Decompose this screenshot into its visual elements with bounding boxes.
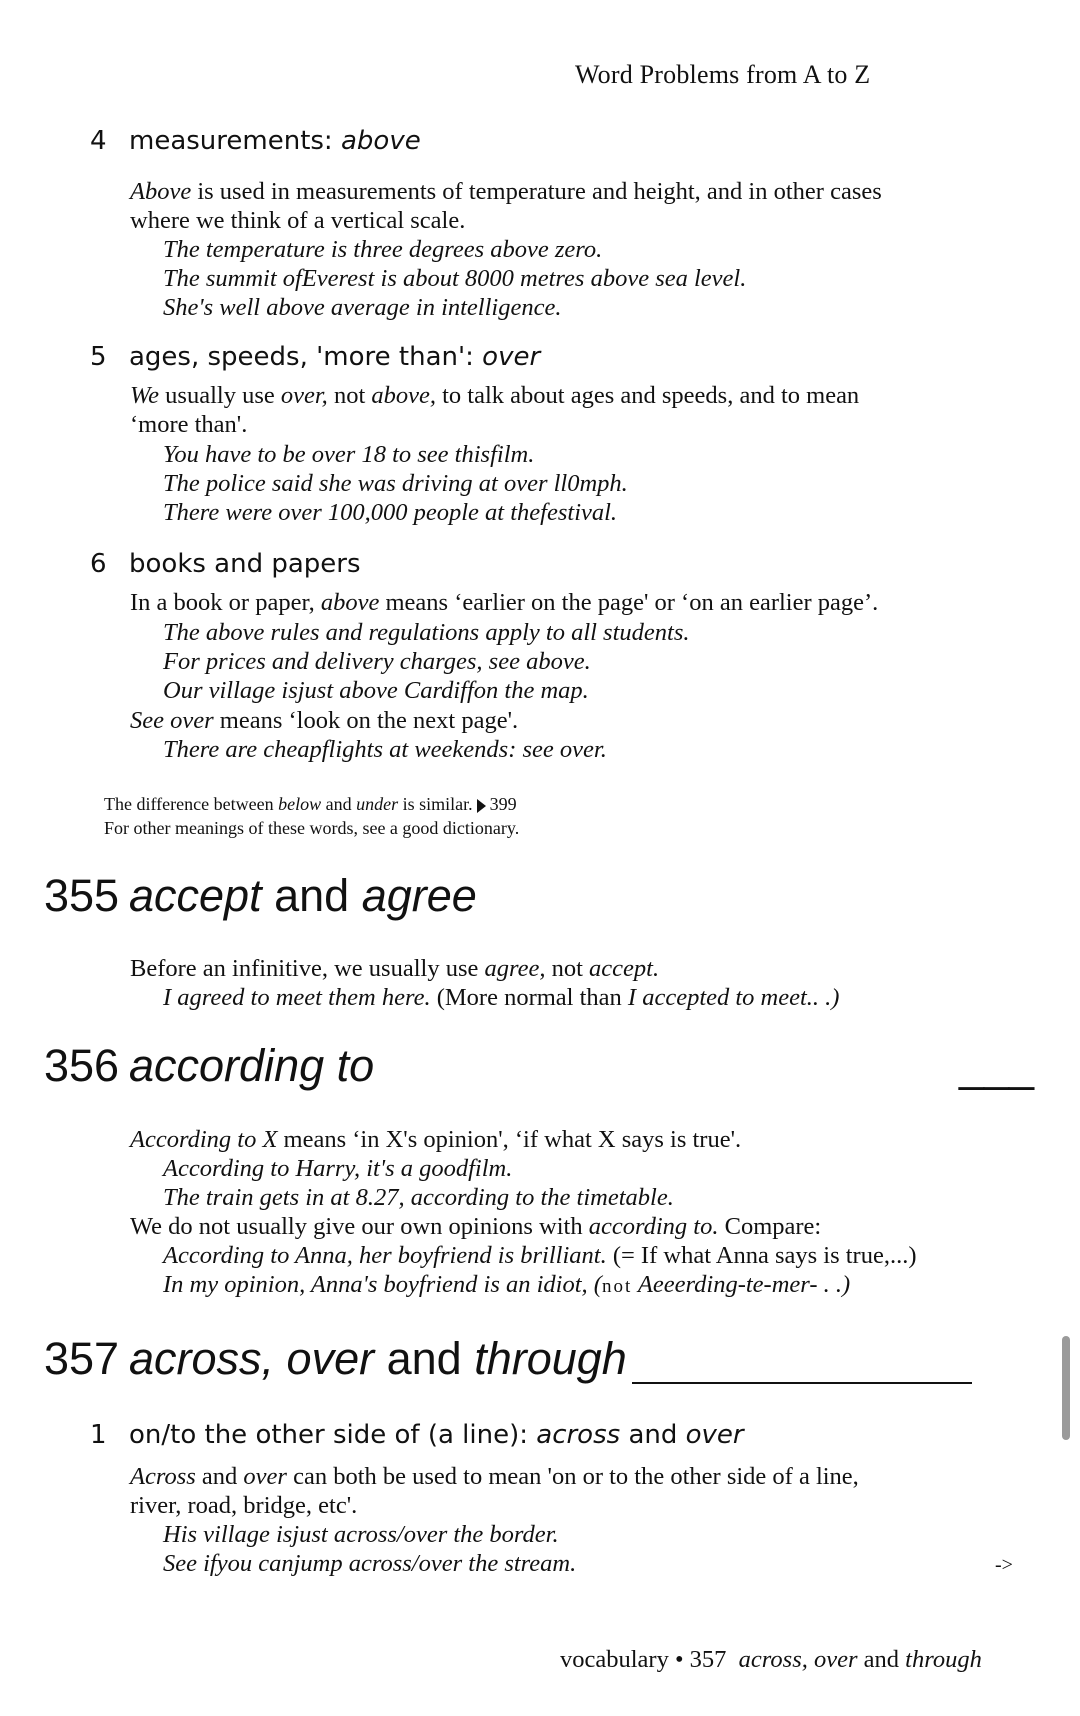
example-sentence xyxy=(163,983,839,1012)
running-head: Word Problems from A to Z xyxy=(575,60,871,89)
text: usually use xyxy=(159,382,281,409)
term: below xyxy=(278,794,322,814)
example-sentence: She's well above average in intelligence. xyxy=(163,294,562,321)
example-sentence: There are cheapflights at weekends: see over. xyxy=(163,736,607,763)
term: over xyxy=(243,1463,287,1490)
text: and xyxy=(321,794,357,814)
text: We do not usually give our own opinions with xyxy=(130,1213,589,1240)
example-sentence: You have to be over 18 to see thisfilm. xyxy=(163,441,535,468)
body-text xyxy=(130,706,518,735)
body-text xyxy=(130,1462,859,1491)
subsection-title-italic: over xyxy=(685,1420,744,1450)
text: means ‘look on the next page'. xyxy=(213,707,519,734)
body-text: where we think of a vertical scale. xyxy=(130,207,466,234)
footer-title: and xyxy=(857,1646,906,1673)
example-sentence xyxy=(163,1270,850,1301)
footer-section: vocabulary xyxy=(560,1646,669,1673)
term: Above xyxy=(130,178,192,205)
text: (More normal than xyxy=(430,984,628,1011)
continued-arrow: -> xyxy=(995,1554,1013,1576)
triangle-right-icon xyxy=(477,799,486,813)
example-sentence: See ifyou canjump across/over the stream. xyxy=(163,1550,577,1577)
text: is similar. xyxy=(398,794,473,814)
entry-title: and xyxy=(374,1333,475,1384)
text: (= If what Anna says is true,...) xyxy=(606,1242,917,1269)
entry-number: 357 xyxy=(44,1333,120,1384)
subsection-number: 5 xyxy=(90,342,107,372)
entry-title-italic: agree xyxy=(361,870,477,921)
text: We xyxy=(130,382,160,409)
example-sentence: For prices and delivery charges, see above. xyxy=(163,648,591,675)
example: I agreed to meet them here. xyxy=(163,984,431,1011)
term: According to X xyxy=(130,1126,278,1153)
footer-title-italic: through xyxy=(905,1646,982,1673)
body-text xyxy=(130,1212,821,1241)
footer-entry-number: 357 xyxy=(689,1646,727,1673)
text: In a book or paper, xyxy=(130,589,321,616)
example-sentence: The above rules and regulations apply to all students. xyxy=(163,619,690,646)
subsection-title-italic: above xyxy=(340,126,421,156)
small-caps-not: not xyxy=(601,1276,633,1297)
subsection-4-heading xyxy=(90,126,890,158)
subsection-title: on/to the other side of (a line): xyxy=(129,1420,537,1450)
text: can both be used to mean 'on or to the other side of a line, xyxy=(286,1463,859,1490)
example-sentence: According to Harry, it's a goodfilm. xyxy=(163,1155,513,1182)
subsection-title: and xyxy=(620,1420,686,1450)
text: is used in measurements of temperature and height, and in other cases xyxy=(191,178,882,205)
scrollbar-thumb[interactable] xyxy=(1062,1336,1070,1440)
subsection-5-heading xyxy=(90,342,890,374)
body-text: ‘more than'. xyxy=(130,411,248,438)
term: See over xyxy=(130,707,214,734)
entry-number: 356 xyxy=(44,1040,120,1091)
text: to talk about ages and speeds, and to mean xyxy=(436,382,860,409)
example-sentence: There were over 100,000 people at thefestival. xyxy=(163,499,618,526)
entry-title-italic: accept xyxy=(129,870,262,921)
subsection-title: ages, speeds, 'more than': xyxy=(129,342,483,372)
body-text xyxy=(130,1125,741,1154)
example: According to Anna, her boyfriend is brilliant. xyxy=(163,1242,607,1269)
subsection-6-heading xyxy=(90,549,890,581)
body-text xyxy=(130,954,659,983)
entry-title-italic: according to xyxy=(129,1040,375,1091)
body-text xyxy=(130,588,878,617)
note-text: For other meanings of these words, see a good dictionary. xyxy=(104,818,520,838)
entry-number: 355 xyxy=(44,870,120,921)
term: accept. xyxy=(589,955,660,982)
entry-title: and xyxy=(261,870,362,921)
entry-title-italic: across, over xyxy=(129,1333,375,1384)
struck-example: Aeeerding-te-mer- . .) xyxy=(632,1271,851,1298)
entry-356-heading xyxy=(44,1040,1035,1096)
example-sentence: Our village isjust above Cardiffon the map. xyxy=(163,677,589,704)
subsection-title-italic: across xyxy=(536,1420,621,1450)
example: In my opinion, Anna's boyfriend is an idiot, ( xyxy=(163,1271,602,1298)
entry-title-italic: through xyxy=(474,1333,627,1384)
text: not xyxy=(545,955,590,982)
example-sentence: The police said she was driving at over ll0mph. xyxy=(163,470,628,497)
subsection-number: 4 xyxy=(90,126,107,156)
subsection-title: measurements: xyxy=(129,126,341,156)
term: over, xyxy=(280,382,328,409)
body-text xyxy=(130,177,882,206)
bullet-icon: • xyxy=(674,1646,684,1673)
text: and xyxy=(195,1463,244,1490)
term: Across xyxy=(130,1463,196,1490)
entry-357-heading xyxy=(44,1333,994,1389)
example-sentence: The temperature is three degrees above zero. xyxy=(163,236,603,263)
example-sentence: The train gets in at 8.27, according to the timetable. xyxy=(163,1184,674,1211)
title-underline xyxy=(632,1382,972,1384)
cross-reference-note xyxy=(104,792,517,816)
example-sentence: The summit ofEverest is about 8000 metres above sea level. xyxy=(163,265,747,292)
example-sentence xyxy=(163,1241,917,1270)
term: under xyxy=(356,794,399,814)
term: according to. xyxy=(588,1213,719,1240)
footer-title-italic: across, over xyxy=(738,1646,858,1673)
text: not xyxy=(327,382,372,409)
text: The difference between xyxy=(104,794,279,814)
text: means ‘in X's opinion', ‘if what X says is true'. xyxy=(277,1126,742,1153)
text: Before an infinitive, we usually use xyxy=(130,955,485,982)
example-sentence: His village isjust across/over the border. xyxy=(163,1521,559,1548)
body-text: river, road, bridge, etc'. xyxy=(130,1492,358,1519)
example: I accepted to meet.. .) xyxy=(627,984,840,1011)
subsection-number: 6 xyxy=(90,549,107,579)
entry-355-heading xyxy=(44,870,994,926)
term: above xyxy=(320,589,380,616)
body-text xyxy=(130,381,859,410)
term: agree, xyxy=(484,955,546,982)
subsection-number: 1 xyxy=(90,1420,107,1450)
text: means ‘earlier on the page' or ‘on an earlier page’. xyxy=(379,589,879,616)
title-rule-tail: ___ xyxy=(959,1040,1035,1091)
subsection-title-italic: over xyxy=(482,342,541,372)
subsection-1-heading xyxy=(90,1420,890,1452)
page-footer xyxy=(560,1645,982,1674)
subsection-title: books and papers xyxy=(129,549,361,579)
term: above, xyxy=(371,382,436,409)
cross-reference-number: 399 xyxy=(489,794,517,814)
text: Compare: xyxy=(718,1213,822,1240)
